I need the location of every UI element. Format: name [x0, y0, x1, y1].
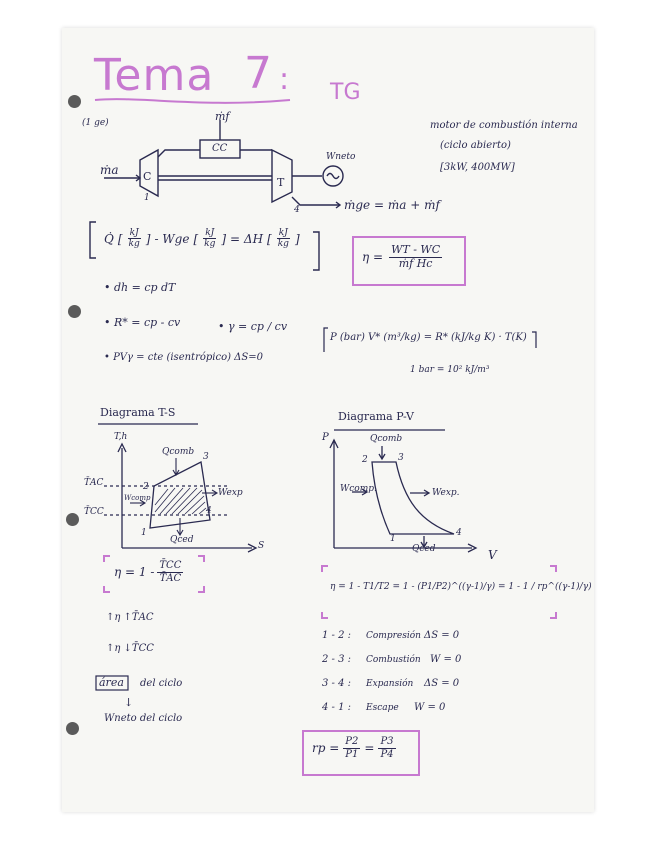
arrow-note-1: ↑η ↑T̄AC — [106, 612, 154, 623]
energy-q: Q̇ — [104, 231, 114, 246]
compressor-label: C — [143, 170, 152, 183]
energy-unit-1: $\frac{kJ}{kg}$ — [128, 228, 140, 250]
relation-r-star: • R* = cp - cv — [104, 316, 181, 329]
ts-point-3: 3 — [203, 452, 209, 462]
title-underline — [95, 99, 290, 103]
ts-qcomb: Qcomb — [162, 447, 195, 457]
rp-formula: rp = $\frac{P2}{P1}$ = $\frac{P3}{P4}$ — [312, 736, 394, 760]
process-2-cond: W = 0 — [430, 654, 462, 665]
turbine-label: T — [277, 176, 285, 189]
ts-point-2: 2 — [143, 482, 149, 492]
energy-dh: = ΔH — [230, 231, 264, 246]
area-rest: del ciclo — [140, 678, 183, 689]
mge-label: ṁge = ṁa + ṁf — [344, 198, 440, 212]
relation-bar: 1 bar = 10² kJ/m³ — [410, 365, 490, 375]
node-1-label: 1 — [144, 193, 150, 203]
ma-label: ṁa — [100, 163, 119, 177]
relation-dh: • dh = cp dT — [104, 281, 176, 294]
title-tema: Tema — [94, 50, 215, 101]
pv-point-1: 1 — [390, 534, 396, 544]
ts-tcc: T̄CC — [84, 507, 104, 517]
process-1-name: Compresión — [366, 631, 421, 641]
energy-unit-3: $\frac{kJ}{kg}$ — [277, 228, 289, 250]
ts-x-axis: S — [258, 541, 265, 551]
ts-qced: Qced — [170, 535, 194, 545]
ts-tac: T̄AC — [84, 478, 104, 488]
pv-wcomp: Wcomp. — [340, 484, 377, 494]
energy-balance: Q̇ [ $\frac{kJ}{kg}$ ] - Wge [ $\frac{kJ}{kg}$ ] = ΔH [ $\frac{kJ}{kg}$ ] — [104, 228, 300, 250]
wneto-label: Wneto — [326, 152, 356, 162]
pv-qced: Qced — [412, 544, 436, 554]
rp-label: rp = — [312, 741, 340, 755]
ts-wcomp: Wcomp — [124, 494, 151, 502]
process-1-cond: ΔS = 0 — [424, 630, 460, 641]
area-arrow: ↓ — [124, 696, 134, 709]
pv-y-axis: P — [322, 432, 329, 443]
energy-unit-2: $\frac{kJ}{kg}$ — [204, 228, 216, 250]
node-4-label: 4 — [294, 205, 300, 215]
title-colon: : — [279, 62, 290, 97]
ts-title: Diagrama T-S — [100, 406, 176, 419]
eta-mean-temps: η = 1 - $\frac{T̄CC}{T̄AC}$ — [114, 560, 182, 584]
pv-wexp: Wexp. — [432, 488, 460, 498]
pv-title: Diagrama P-V — [338, 410, 414, 423]
pv-x-axis: V — [488, 548, 497, 562]
ts-hatch — [155, 488, 206, 514]
gas-turbine-schematic — [104, 120, 343, 208]
pv-point-2: 2 — [362, 455, 368, 465]
energy-w: - Wge — [154, 231, 190, 246]
intro-note-2: (ciclo abierto) — [440, 140, 511, 151]
pv-point-3: 3 — [398, 453, 404, 463]
relation-gamma: • γ = cp / cv — [218, 320, 288, 333]
pv-point-4: 4 — [456, 528, 462, 538]
efficiency-den: ṁf Hc — [398, 256, 433, 270]
ts-wexp: Wexp — [218, 488, 243, 498]
mf-label: ṁf — [215, 110, 230, 123]
process-3-cond: ΔS = 0 — [424, 678, 460, 689]
efficiency-num: WT - WC — [391, 243, 441, 256]
intro-note-3: [3kW, 400MW] — [440, 162, 515, 173]
efficiency-eta: η = — [362, 250, 384, 265]
ts-point-4: 4 — [206, 506, 212, 516]
title-topic: TG — [330, 80, 361, 105]
relation-gas-law: P (bar) V* (m³/kg) = R* (kJ/kg K) · T(K) — [330, 332, 527, 343]
efficiency-formula — [362, 244, 442, 270]
eta-cycle: η = 1 - T1/T2 = 1 - (P1/P2)^((γ-1)/γ) = 1 - 1 / rp^((γ-1)/γ) — [330, 582, 592, 592]
ts-y-axis: T,h — [114, 432, 128, 442]
cc-label: CC — [212, 143, 228, 154]
area-wneto: Wneto del ciclo — [104, 713, 183, 724]
process-3-label: 3 - 4 : — [322, 678, 352, 689]
title-number: 7 — [244, 48, 272, 99]
process-4-label: 4 - 1 : — [322, 702, 352, 713]
process-2-name: Combustión — [366, 655, 421, 665]
relation-pv: • PVγ = cte (isentrópico) ΔS=0 — [104, 352, 263, 363]
process-1-label: 1 - 2 : — [322, 630, 352, 641]
process-4-cond: W = 0 — [414, 702, 446, 713]
pv-qcomb: Qcomb — [370, 434, 403, 444]
area-word: área — [99, 676, 124, 689]
arrow-note-2: ↑η ↓T̄CC — [106, 643, 154, 654]
process-3-name: Expansión — [366, 679, 414, 689]
intro-note-1: motor de combustión interna — [430, 120, 578, 131]
process-4-name: Escape — [366, 703, 399, 713]
ts-point-1: 1 — [141, 528, 147, 538]
ge-note: (1 ge) — [82, 118, 109, 128]
process-2-label: 2 - 3 : — [322, 654, 352, 665]
pv-cycle — [372, 462, 454, 534]
